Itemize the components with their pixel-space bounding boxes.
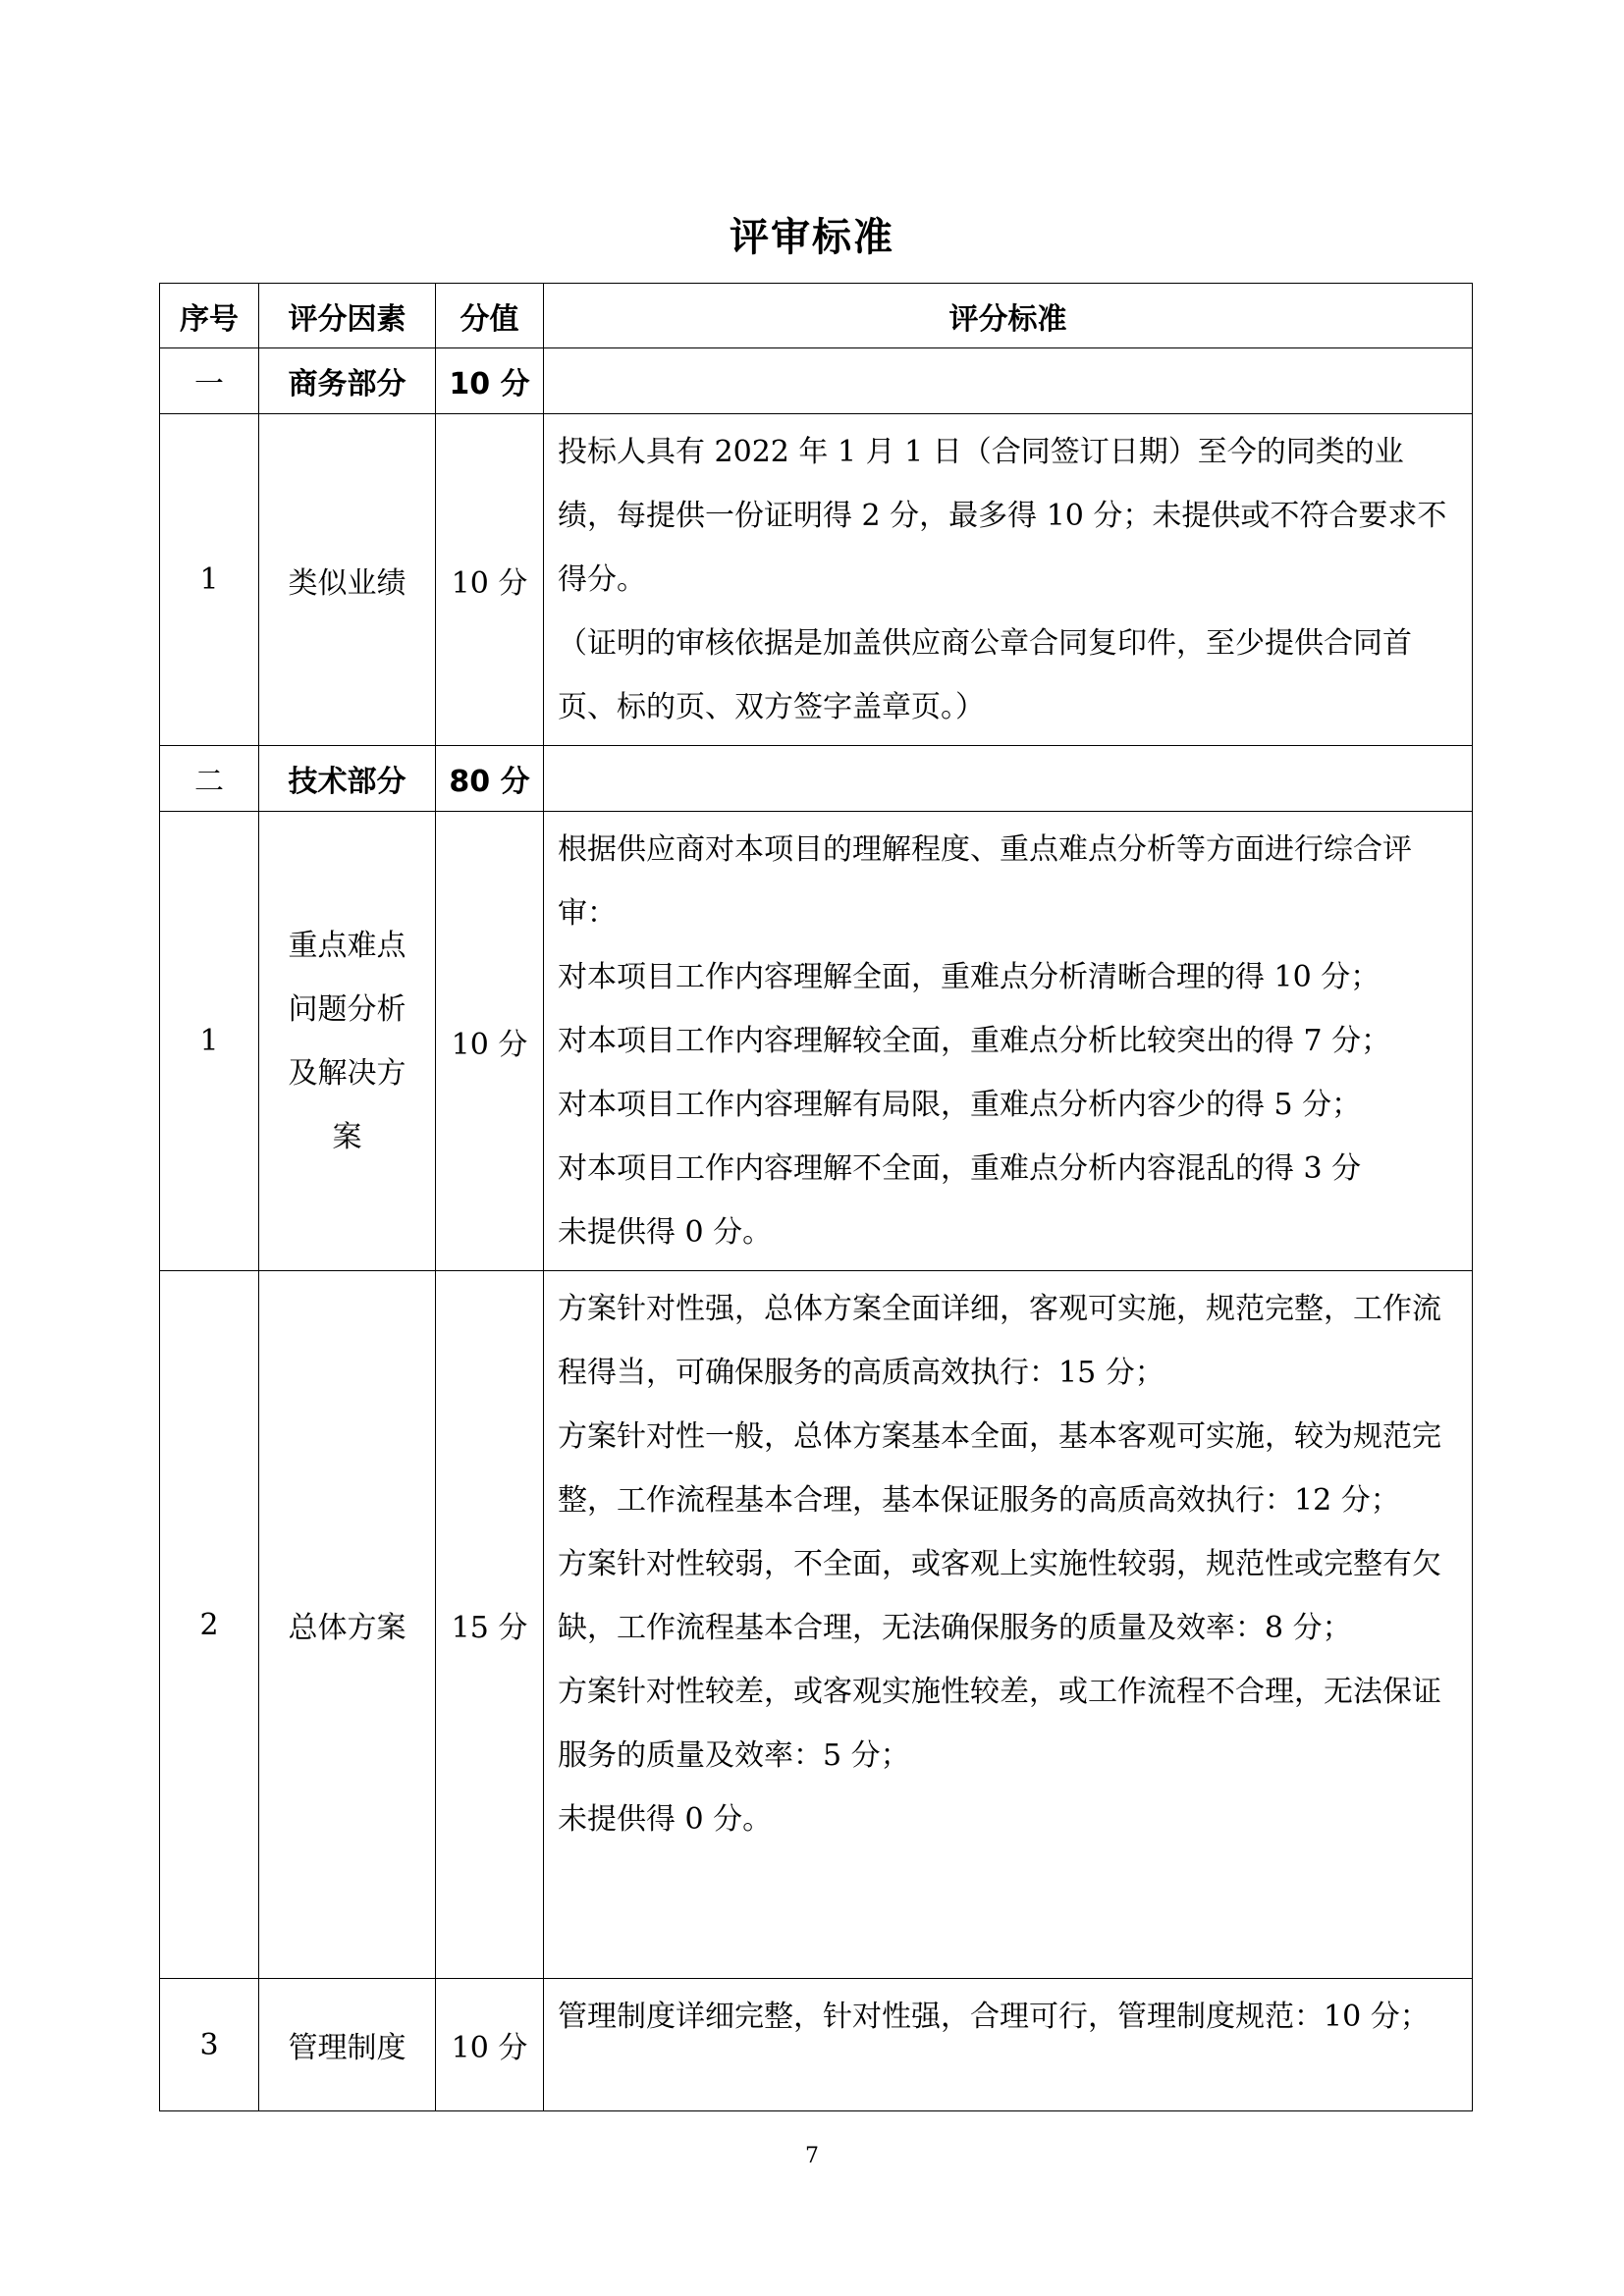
criteria-line: 对本项目工作内容理解较全面，重难点分析比较突出的得 7 分； (558, 1024, 1391, 1058)
row-score: 15 分 (436, 1271, 544, 1979)
row-criteria (544, 1979, 1473, 2111)
criteria-line: 方案针对性强，总体方案全面详细，客观可实施，规范完整，工作流程得当，可确保服务的高质高效执行：15 分； (558, 1292, 1441, 1390)
criteria-line: 未提供得 0 分。 (558, 1215, 773, 1250)
section-score: 10 分 (436, 348, 544, 414)
section-criteria-empty (544, 348, 1473, 414)
page-title: 评审标准 (730, 215, 894, 260)
criteria-line: 方案针对性较弱，不全面，或客观上实施性较弱，规范性或完整有欠缺，工作流程基本合理，无法确保服务的质量及效率：8 分； (558, 1547, 1441, 1645)
row-criteria (544, 414, 1473, 746)
table-row (160, 1979, 1473, 2111)
criteria-line: 根据供应商对本项目的理解程度、重点难点分析等方面进行综合评审： (558, 832, 1412, 931)
section-factor: 商务部分 (259, 348, 436, 414)
row-seq: 3 (160, 1979, 259, 2111)
section-seq: 一 (160, 348, 259, 414)
table-header-row (160, 284, 1473, 348)
row-criteria (544, 1271, 1473, 1979)
header-seq: 序号 (160, 284, 259, 348)
row-factor: 重点难点问题分析及解决方案 (259, 812, 436, 1271)
row-score: 10 分 (436, 1979, 544, 2111)
section-row-technical (160, 746, 1473, 812)
criteria-line: 方案针对性较差，或客观实施性较差，或工作流程不合理，无法保证服务的质量及效率：5 分； (558, 1675, 1441, 1773)
section-row-business (160, 348, 1473, 414)
row-score: 10 分 (436, 812, 544, 1271)
row-criteria (544, 812, 1473, 1271)
criteria-line: 方案针对性一般，总体方案基本全面，基本客观可实施，较为规范完整，工作流程基本合理，基本保证服务的高质高效执行：12 分； (558, 1419, 1441, 1518)
criteria-line: 对本项目工作内容理解全面，重难点分析清晰合理的得 10 分； (558, 960, 1380, 994)
row-factor: 类似业绩 (259, 414, 436, 746)
criteria-line: （证明的审核依据是加盖供应商公章合同复印件，至少提供合同首页、标的页、双方签字盖章页。） (558, 626, 1412, 724)
table-row (160, 812, 1473, 1271)
criteria-line: 投标人具有 2022 年 1 月 1 日（合同签订日期）至今的同类的业绩，每提供一份证明得 2 分，最多得 10 分；未提供或不符合要求不得分。 (558, 435, 1447, 597)
table-row (160, 414, 1473, 746)
criteria-line: 对本项目工作内容理解有局限，重难点分析内容少的得 5 分； (558, 1088, 1362, 1122)
row-seq: 2 (160, 1271, 259, 1979)
criteria-line: 管理制度详细完整，针对性强，合理可行，管理制度规范：10 分； (558, 2000, 1430, 2034)
section-criteria-empty (544, 746, 1473, 812)
page-number: 7 (805, 2144, 819, 2168)
row-factor: 管理制度 (259, 1979, 436, 2111)
row-score: 10 分 (436, 414, 544, 746)
section-factor: 技术部分 (259, 746, 436, 812)
section-score: 80 分 (436, 746, 544, 812)
row-factor: 总体方案 (259, 1271, 436, 1979)
row-seq: 1 (160, 414, 259, 746)
header-criteria: 评分标准 (544, 284, 1473, 348)
row-seq: 1 (160, 812, 259, 1271)
scoring-table (159, 283, 1473, 2111)
criteria-line: 未提供得 0 分。 (558, 1802, 773, 1837)
table-row (160, 1271, 1473, 1979)
header-factor: 评分因素 (259, 284, 436, 348)
section-seq: 二 (160, 746, 259, 812)
header-score: 分值 (436, 284, 544, 348)
criteria-line: 对本项目工作内容理解不全面，重难点分析内容混乱的得 3 分 (558, 1151, 1362, 1186)
